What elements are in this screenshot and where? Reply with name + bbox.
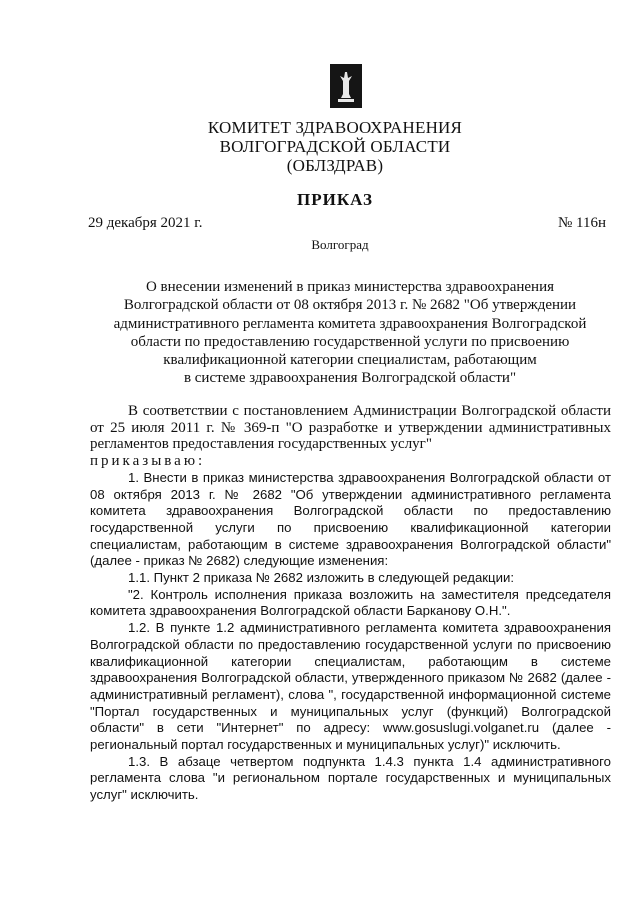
body-paragraph: 1.3. В абзаце четвертом подпункта 1.4.3 пункта 1.4 административного регламента слова "и региональном портале государственных и муниципальных услуг" исключить. — [90, 753, 611, 803]
document-subject — [90, 278, 610, 388]
subject-line: области по предоставлению государственной услуги по присвоению — [130, 333, 570, 350]
order-keyword: приказываю: — [90, 453, 206, 470]
volgograd-emblem-icon — [330, 64, 362, 108]
body-paragraph: В соответствии с постановлением Администрации Волгоградской области от 25 июля 2011 г. № 369-п "О разработке и утверждении административных регламентов предоставления государственных услуг" — [90, 403, 611, 453]
subject-line: административного регламента комитета здравоохранения Волгоградской — [113, 315, 587, 332]
subject-line: Волгоградской области от 08 октября 2013 г. № 2682 "Об утверждении — [123, 297, 577, 314]
document-title — [0, 190, 640, 210]
subject-line: О внесении изменений в приказ министерства здравоохранения — [145, 279, 555, 295]
org-name-line1: КОМИТЕТ ЗДРАВООХРАНЕНИЯ — [207, 118, 463, 137]
document-city-text: Волгоград — [311, 237, 369, 252]
org-short-name: (ОБЛЗДРАВ) — [286, 156, 384, 175]
document-city — [0, 237, 640, 253]
document-title-text: ПРИКАЗ — [297, 190, 373, 209]
document-number: № 116н — [557, 215, 606, 231]
body-paragraph: "2. Контроль исполнения приказа возложить на заместителя председателя комитета здравоохранения Волгоградской области Барканову О.Н.". — [90, 586, 611, 619]
document-body — [90, 403, 611, 804]
subject-line: квалификационной категории специалистам, работающим — [163, 352, 537, 369]
body-paragraph: 1. Внести в приказ министерства здравоохранения Волгоградской области от 08 октября 2013 г. № 2682 "Об утверждении административного регламента комитета здравоохранения Волгоградской области по предоставлению государственной услуги по присвоению квалификационной категории специалистам, работающим в системе здравоохранения Волгоградской области" (далее - приказ № 2682) следующие изменения: — [90, 469, 611, 569]
subject-line: в системе здравоохранения Волгоградской области" — [183, 370, 517, 387]
document-date: 29 декабря 2021 г. — [88, 215, 203, 231]
org-header — [0, 118, 640, 175]
body-paragraph: 1.2. В пункте 1.2 административного регламента комитета здравоохранения Волгоградской области по предоставлению государственной услуги по присвоению квалификационной категории специалистам, работающим в системе здравоохранения Волгоградской области, утвержденного приказом № 2682 (далее - административный регламент), слова ", государственной информационной системе "Портал государственных и муниципальных услуг (функций) Волгоградской области" в сети "Интернет" по адресу: www.gosuslugi.volganet.ru (далее - региональный портал государственных и муниципальных услуг)" исключить. — [90, 620, 611, 753]
body-paragraph: 1.1. Пункт 2 приказа № 2682 изложить в следующей редакции: — [128, 570, 515, 586]
org-name-line2: ВОЛГОГРАДСКОЙ ОБЛАСТИ — [219, 137, 451, 156]
